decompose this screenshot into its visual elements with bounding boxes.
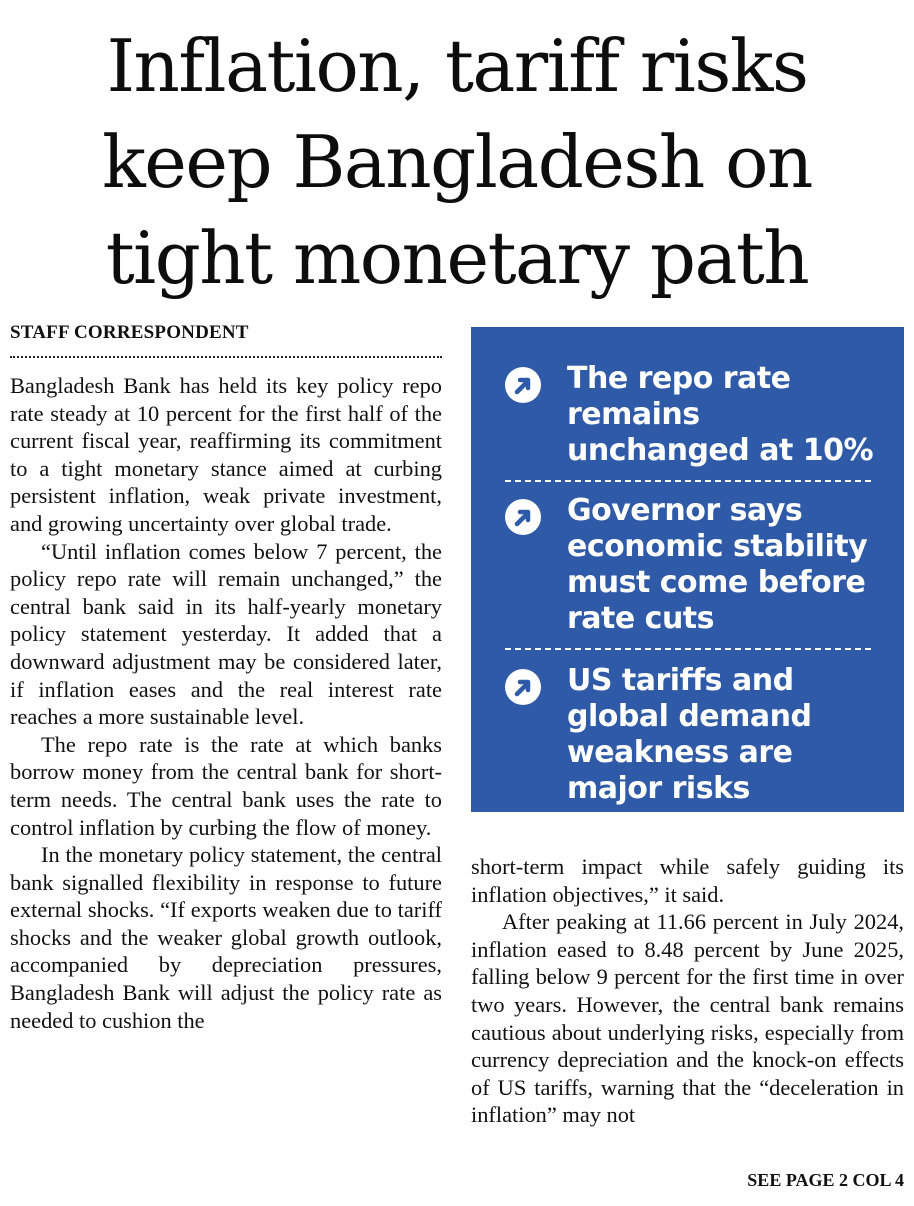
headline (0, 18, 914, 306)
article-column-left (10, 372, 442, 1034)
highlight-divider (505, 480, 871, 482)
headline-line-2: keep Bangladesh on (102, 120, 812, 204)
arrow-up-right-icon (505, 499, 541, 535)
headline-line-3: tight monetary path (105, 216, 809, 300)
highlight-text: Governor says economic stability must come before rate cuts (567, 493, 868, 636)
paragraph-6: After peaking at 11.66 percent in July 2024, inflation eased to 8.48 percent by June 2025, falling below 9 percent for the first time in over two years. However, the central bank remains cautious about underlying risks, especially from currency depreciation and the knock-on effects of US tariffs, warning that the “deceleration in inflation” may not (471, 909, 904, 1128)
paragraph-2: “Until inflation comes below 7 percent, the policy repo rate will remain unchanged,” the central bank said in its half-yearly monetary policy statement yesterday. It added that a downward adjustment may be considered later, if inflation eases and the real interest rate reaches a more sustainable level. (10, 538, 442, 730)
highlight-text: US tariffs and global demand weakness are major risks (567, 663, 812, 806)
headline-line-1: Inflation, tariff risks (106, 24, 808, 108)
highlights-box (471, 327, 904, 812)
article-column-right (471, 853, 904, 1129)
byline-divider (10, 356, 442, 358)
byline: STAFF CORRESPONDENT (10, 322, 249, 343)
continuation-note: SEE PAGE 2 COL 4 (747, 1170, 904, 1190)
highlight-divider (505, 648, 871, 650)
highlight-text: The repo rate remains unchanged at 10% (567, 361, 874, 468)
arrow-up-right-icon (505, 367, 541, 403)
arrow-up-right-icon (505, 669, 541, 705)
paragraph-5: short-term impact while safely guiding its inflation objectives,” it said. (471, 854, 904, 907)
paragraph-1: Bangladesh Bank has held its key policy repo rate steady at 10 percent for the first half of the current fiscal year, reaffirming its commitment to a tight monetary stance aimed at curbing persistent inflation, weak private investment, and growing uncertainty over global trade. (10, 373, 442, 536)
paragraph-3: The repo rate is the rate at which banks borrow money from the central bank for short-term needs. The central bank uses the rate to control inflation by curbing the flow of money. (10, 731, 442, 840)
paragraph-4: In the monetary policy statement, the central bank signalled flexibility in response to future external shocks. “If exports weaken due to tariff shocks and the weaker global growth outlook, accompanied by depreciation pressures, Bangladesh Bank will adjust the policy rate as needed to cushion the (10, 842, 442, 1033)
